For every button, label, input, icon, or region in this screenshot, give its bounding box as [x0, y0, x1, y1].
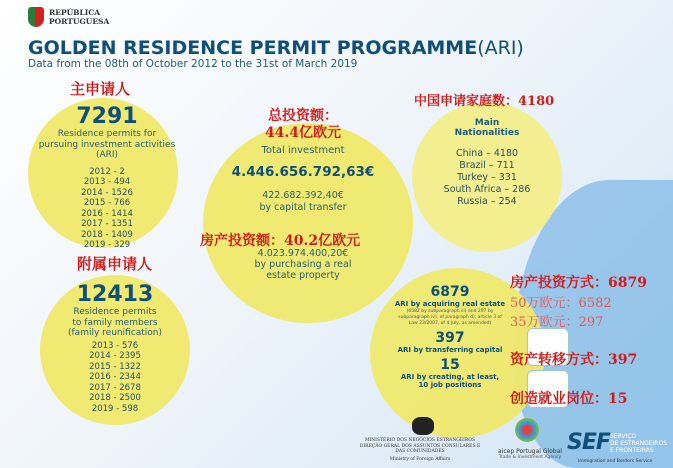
list-item: 2015 - 766 — [83, 198, 131, 208]
investment-cn-total-value: 44.4亿欧元 — [264, 125, 342, 141]
mne-line2: DIREÇÃO GERAL DOS ASSUNTOS CONSULARES E — [359, 443, 481, 449]
aicep-sub: Trade & Investment Agency — [498, 455, 562, 460]
nationalities-block — [412, 118, 562, 208]
mne-logo-text — [330, 438, 510, 462]
sef-logo-text — [610, 433, 667, 454]
list-item: Brazil – 711 — [459, 160, 515, 171]
list-item: 2015 - 1322 — [89, 361, 141, 372]
list-item: 2019 - 329 — [83, 240, 131, 250]
ari-types-block — [390, 285, 510, 389]
cn-tier2-note: 35万欧元：297 — [510, 315, 604, 330]
list-item: Turkey – 331 — [457, 172, 517, 183]
subtitle: Data from the 08th of October 2012 to the 31st of March 2019 — [28, 58, 358, 70]
real-estate-note: (6582 by subparagraph iii) and 297 by subparagraph iv), of paragraph d), article 3 of Law 23/2007, of 4 July, as amended) — [398, 309, 502, 326]
family-cn-label: 附属申请人 — [77, 255, 153, 273]
real-estate-amount: 4.023.974.400,20€ — [257, 248, 349, 259]
main-applicants-cn-label: 主申请人 — [70, 80, 131, 98]
sef-sub: Immigration and Borders Service — [578, 459, 653, 464]
family-desc3: (family reunification) — [68, 328, 162, 338]
nationalities-title1: Main — [474, 118, 500, 128]
cn-tier1-note: 50万欧元：6582 — [510, 296, 612, 311]
sef-logo: SEF — [567, 430, 610, 455]
real-estate-desc2: estate property — [266, 270, 340, 281]
investment-cn-total-label: 总投资额： — [268, 108, 338, 124]
sef-line1: SERVIÇO — [610, 433, 637, 440]
family-years — [35, 341, 195, 415]
main-applicants-desc1: Residence permits for — [57, 129, 157, 139]
list-item: 2018 - 2500 — [89, 393, 141, 403]
investment-capital: 422.682.392,40€ — [262, 190, 344, 201]
jobs-label1: ARI by creating, at least, — [400, 373, 500, 381]
family-block — [35, 283, 195, 414]
nationalities-cn-label: 中国申请家庭数：4180 — [414, 94, 555, 109]
list-item: 2012 - 2 — [89, 166, 125, 177]
sef-line3: E FRONTEIRAS — [610, 447, 654, 454]
gov-logo-text — [49, 8, 109, 26]
capital-label: ARI by transferring capital — [397, 346, 503, 354]
list-item: 2019 - 598 — [91, 403, 139, 414]
nationalities-title2: Nationalities — [454, 128, 520, 138]
real-estate-block — [203, 248, 403, 281]
mne-line1: MINISTÉRIO DOS NEGÓCIOS ESTRANGEIROS — [364, 438, 476, 443]
jobs-label2: 10 job positions — [418, 381, 482, 389]
sef-line2: DE ESTRANGEIROS — [610, 440, 668, 447]
list-item: 2018 - 1409 — [81, 229, 133, 240]
mne-english: Ministry of Foreign Affairs — [389, 456, 451, 462]
family-total: 12413 — [76, 282, 154, 307]
list-item: South Africa – 286 — [443, 184, 531, 195]
investment-cn-real-estate: 房产投资额：40.2亿欧元 — [200, 233, 361, 249]
list-item: 2016 - 1414 — [81, 208, 133, 219]
aicep-logo-icon — [515, 418, 539, 442]
list-item: 2013 - 494 — [83, 177, 131, 187]
investment-label: Total investment — [261, 145, 345, 156]
jobs-count: 15 — [440, 357, 460, 373]
list-item: 2014 - 2395 — [89, 351, 141, 361]
family-desc2: to family members — [72, 317, 158, 328]
main-applicants-desc2: pursuing investment activities (ARI) — [38, 139, 176, 160]
list-item: 2013 - 576 — [91, 340, 139, 351]
title-text: GOLDEN RESIDENCE PERMIT PROGRAMME — [28, 37, 478, 59]
list-item: 2017 - 1351 — [81, 219, 133, 229]
list-item: China – 4180 — [455, 148, 519, 159]
list-item: 2016 - 2344 — [89, 372, 141, 382]
cn-real-estate-note: 房产投资方式：6879 — [510, 275, 647, 291]
list-item: 2014 - 1526 — [81, 187, 133, 198]
real-estate-label: ARI by acquiring real estate — [394, 300, 506, 308]
investment-block — [203, 108, 403, 214]
aicep-logo-text — [490, 448, 570, 460]
gov-line1: REPÚBLICA — [49, 8, 101, 17]
page-title — [28, 37, 524, 59]
cn-jobs-note: 创造就业岗位：15 — [510, 391, 628, 407]
main-applicants-total: 7291 — [76, 104, 138, 129]
main-applicants-years — [28, 167, 186, 251]
cn-capital-note: 资产转移方式：397 — [510, 352, 638, 368]
list-item: Russia – 254 — [457, 196, 517, 207]
real-estate-count: 6879 — [430, 284, 470, 300]
aicep-name: aicep Portugal Global — [498, 448, 562, 455]
main-applicants-block — [28, 105, 186, 251]
title-suffix: (ARI) — [477, 37, 524, 59]
investment-capital-desc: by capital transfer — [259, 202, 347, 213]
capital-count: 397 — [435, 330, 465, 346]
list-item: 2017 - 2678 — [89, 382, 141, 393]
real-estate-desc1: by purchasing a real — [254, 259, 352, 270]
mne-line3: DAS COMUNIDADES — [395, 449, 445, 454]
mne-emblem-icon — [412, 417, 434, 435]
family-desc1: Residence permits — [73, 307, 157, 317]
gov-line2: PORTUGUESA — [49, 17, 110, 26]
investment-total: 4.446.656.792,63€ — [231, 164, 375, 180]
portugal-emblem-icon — [28, 7, 44, 27]
nationalities-list — [412, 148, 562, 208]
